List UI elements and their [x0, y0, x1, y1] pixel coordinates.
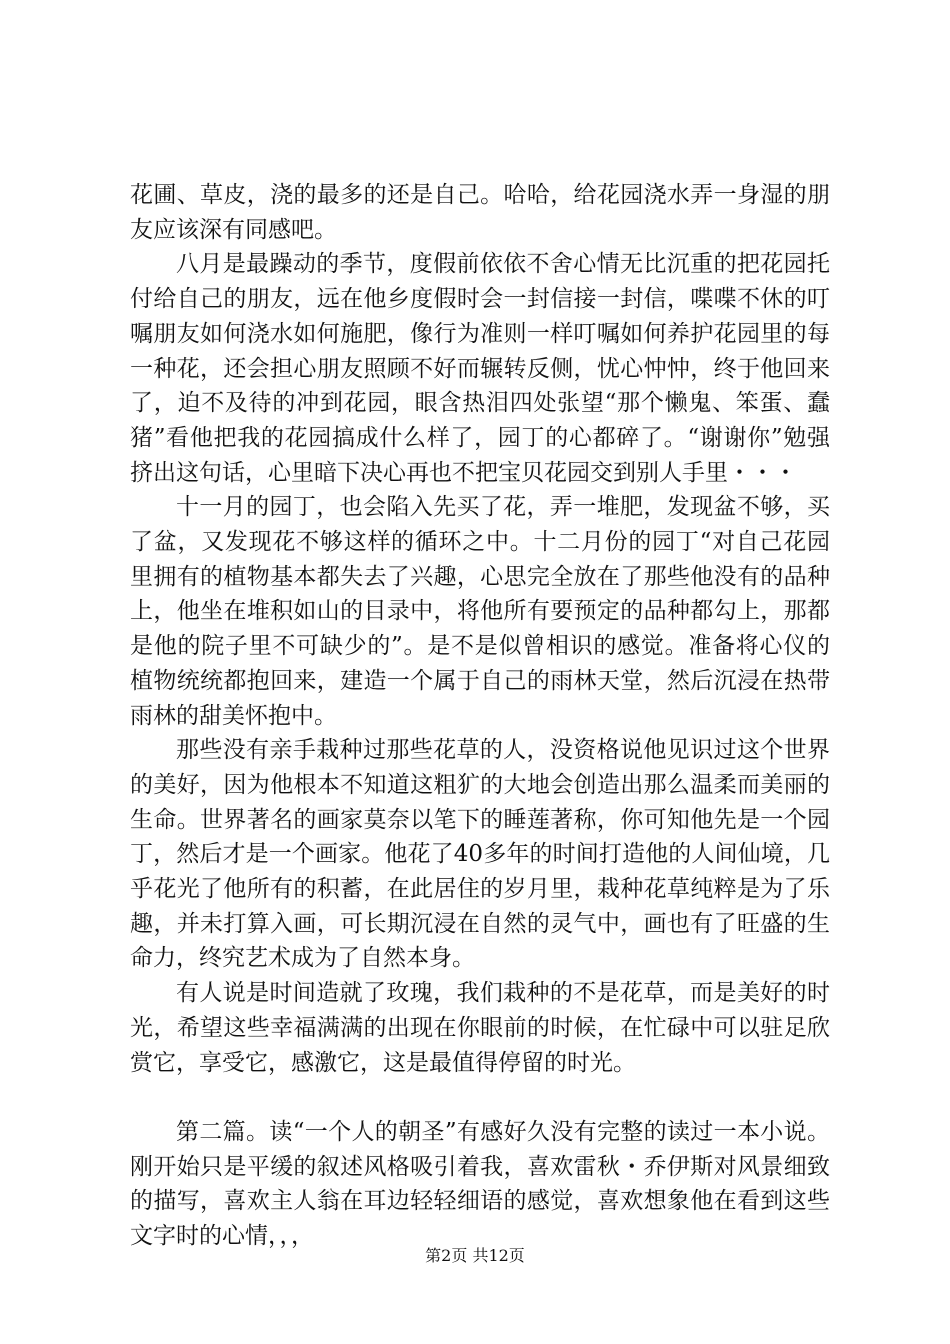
paragraph-roses: 有人说是时间造就了玫瑰，我们栽种的不是花草，而是美好的时光，希望这些幸福满满的出现在你眼前的时候，在忙碌中可以驻足欣赏它，享受它，感激它，这是最值得停留的时光。	[130, 980, 830, 1076]
paragraph-second-article: 第二篇。读“一个人的朝圣”有感好久没有完整的读过一本小说。刚开始只是平缓的叙述风格吸引着我，喜欢雷秋・乔伊斯对风景细致的描写，喜欢主人翁在耳边轻轻细语的感觉，喜欢想象他在看到这些文字时的心情，，，	[130, 1118, 830, 1250]
paragraph-november: 十一月的园丁，也会陷入先买了花，弄一堆肥，发现盆不够，买了盆，又发现花不够这样的循环之中。十二月份的园丁“对自己花园里拥有的植物基本都失去了兴趣，心思完全放在了那些他没有的品种上，他坐在堆积如山的目录中，将他所有要预定的品种都勾上，那都是他的院子里不可缺少的”。是不是似曾相识的感觉。准备将心仪的植物统统都抱回来，建造一个属于自己的雨林天堂，然后沉浸在热带雨林的甜美怀抱中。	[130, 494, 830, 729]
paragraph-continuation: 花圃、草皮，浇的最多的还是自己。哈哈，给花园浇水弄一身湿的朋友应该深有同感吧。	[130, 182, 830, 243]
paragraph-august: 八月是最躁动的季节，度假前依依不舍心情无比沉重的把花园托付给自己的朋友，远在他乡度假时会一封信接一封信，喋喋不休的叮嘱朋友如何浇水如何施肥，像行为准则一样叮嘱如何养护花园里的每一种花，还会担心朋友照顾不好而辗转反侧，忧心忡忡，终于他回来了，迫不及待的冲到花园，眼含热泪四处张望“那个懒鬼、笨蛋、蠢猪”看他把我的花园搞成什么样了，园丁的心都碎了。“谢谢你”勉强挤出这句话，心里暗下决心再也不把宝贝花园交到别人手里・・・	[130, 251, 830, 486]
page-number-footer: 第2页 共12页	[425, 1246, 525, 1265]
body-text	[130, 178, 830, 1254]
paragraph-monet: 那些没有亲手栽种过那些花草的人，没资格说他见识过这个世界的美好，因为他根本不知道这粗犷的大地会创造出那么温柔而美丽的生命。世界著名的画家莫奈以笔下的睡莲著称，你可知他先是一个园丁，然后才是一个画家。他花了40多年的时间打造他的人间仙境，几乎花光了他所有的积蓄，在此居住的岁月里，栽种花草纯粹是为了乐趣，并未打算入画，可长期沉浸在自然的灵气中，画也有了旺盛的生命力，终究艺术成为了自然本身。	[130, 737, 830, 972]
paragraph-gap	[130, 1080, 830, 1115]
